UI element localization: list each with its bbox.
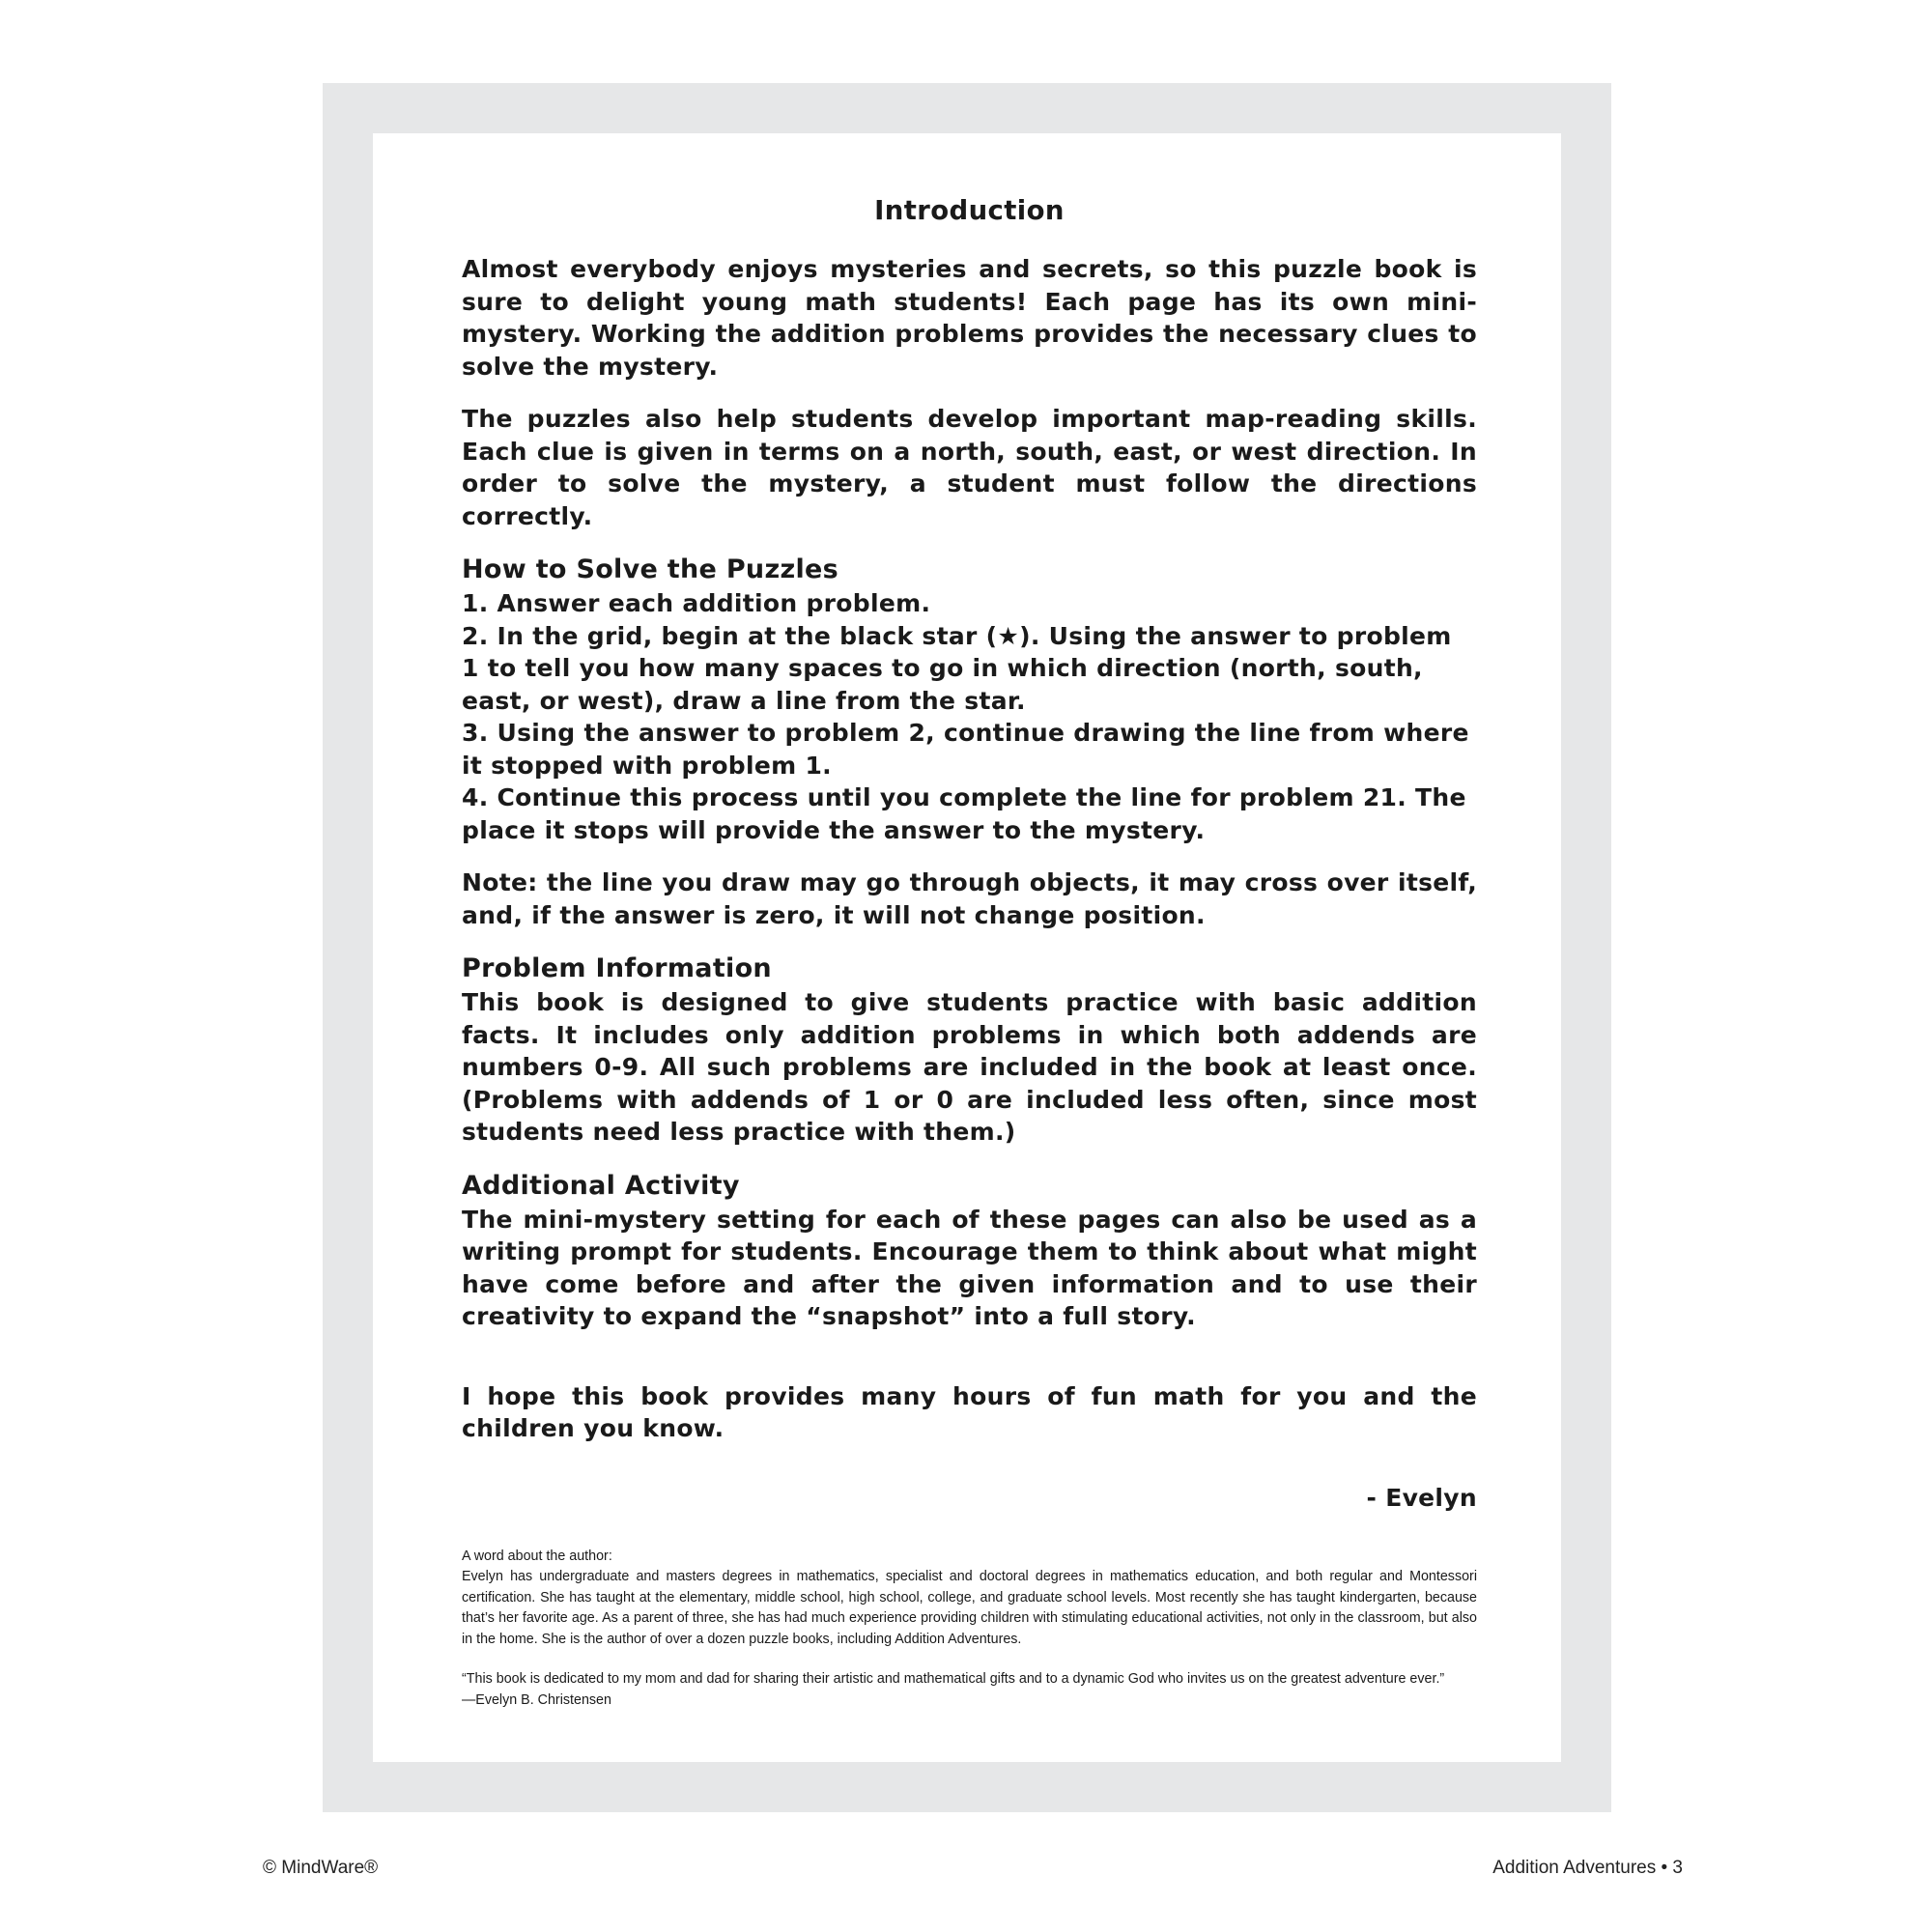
step-2: 2. In the grid, begin at the black star (★). Using the answer to problem 1 to tell you how many spaces to go in which direction (north, south, east, or west), draw a line from the star. [462, 621, 1452, 715]
footer-copyright: © MindWare® [263, 1858, 379, 1878]
note-paragraph: Note: the line you draw may go through objects, it may cross over itself, and, if the answer is zero, it will not change position. [462, 868, 1477, 929]
additional-activity-text: The mini-mystery setting for each of these pages can also be used as a writing prompt for students. Encourage them to think about what might have come before and after the given information and to use their creativity to expand the “snapshot” into a full story. [462, 1205, 1477, 1330]
step-4: 4. Continue this process until you complete the line for problem 21. The place it stops will provide the answer to the mystery. [462, 783, 1466, 844]
how-to-heading: How to Solve the Puzzles [462, 554, 839, 584]
how-to-steps [462, 587, 1477, 846]
page-frame [323, 83, 1611, 1812]
author-section [462, 1547, 1477, 1712]
author-gap [462, 1650, 1477, 1669]
document-page [373, 133, 1561, 1762]
step-3: 3. Using the answer to problem 2, continue drawing the line from where it stopped with problem 1. [462, 719, 1469, 780]
dedication-by: —Evelyn B. Christensen [462, 1691, 611, 1708]
problem-info-heading: Problem Information [462, 953, 772, 983]
author-label: A word about the author: [462, 1548, 612, 1564]
author-bio: Evelyn has undergraduate and masters degrees in mathematics, specialist and doctoral degrees in mathematics education, and both regular and Montessori certification. She has taught at the elementary, middle school, high school, college, and graduate school levels. Most recently she has taught kindergarten, because that’s her favorite age. As a parent of three, she has had much experience providing children with stimulating educational activities, not only in the classroom, but also in the home. She is the author of over a dozen puzzle books, including Addition Adventures. [462, 1569, 1477, 1647]
dedication: “This book is dedicated to my mom and dad for sharing their artistic and mathematical gifts and to a dynamic God who invites us on the greatest adventure ever.” [462, 1671, 1445, 1687]
page-title: Introduction [874, 195, 1065, 226]
signature: - Evelyn [1366, 1483, 1477, 1512]
problem-info-text: This book is designed to give students practice with basic addition facts. It includes only addition problems in which both addends are numbers 0-9. All such problems are included in the book at least once. (Problems with addends of 1 or 0 are included less often, since most students need less practice with them.) [462, 988, 1477, 1146]
footer-page-number: Addition Adventures • 3 [1492, 1858, 1683, 1878]
page-content [462, 195, 1477, 1711]
spacer [462, 1353, 1477, 1380]
additional-activity-heading: Additional Activity [462, 1170, 740, 1201]
closing-paragraph: I hope this book provides many hours of fun math for you and the children you know. [462, 1381, 1477, 1442]
step-1: 1. Answer each addition problem. [462, 589, 931, 617]
intro-paragraph-1: Almost everybody enjoys mysteries and secrets, so this puzzle book is sure to delight young math students! Each page has its own mini-mystery. Working the addition problems provides the necessary clues to solve the mystery. [462, 255, 1477, 381]
intro-paragraph-2: The puzzles also help students develop important map-reading skills. Each clue is given in terms on a north, south, east, or west direction. In order to solve the mystery, a student must follow the directions correctly. [462, 405, 1477, 530]
